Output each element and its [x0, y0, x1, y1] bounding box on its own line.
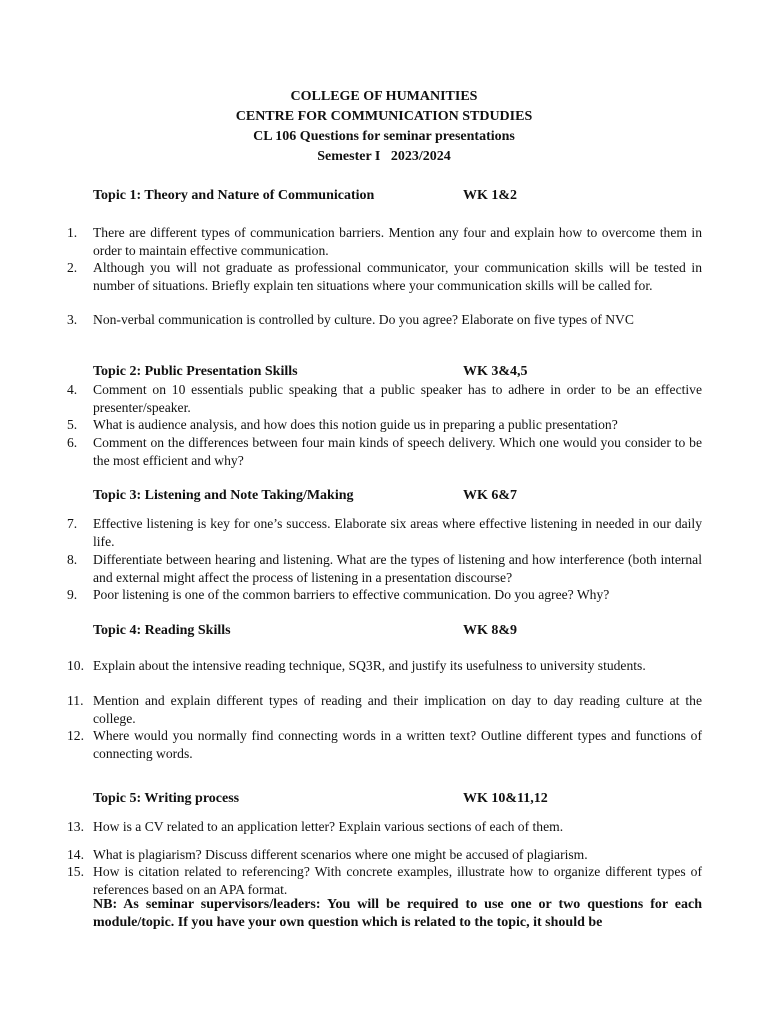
question-15	[67, 863, 702, 898]
topic-week: WK 1&2	[463, 188, 518, 203]
course-title: CL 106 Questions for seminar presentations	[253, 129, 515, 144]
question-number: 11.	[67, 693, 84, 708]
topic-heading-1	[93, 187, 713, 205]
question-text: Comment on the differences between four main kinds of speech delivery. Which one would you consider to be the most efficient and why?	[93, 435, 702, 468]
question-13	[67, 818, 702, 836]
topic-heading-2	[93, 363, 713, 381]
topic-heading-5	[93, 790, 713, 808]
topic-title: Topic 3: Listening and Note Taking/Making	[93, 488, 354, 503]
question-number: 14.	[67, 847, 84, 862]
question-text: Non-verbal communication is controlled by culture. Do you agree? Elaborate on five types of NVC	[93, 312, 634, 327]
question-text: Although you will not graduate as professional communicator, your communication skills will be tested in number of situations. Briefly explain ten situations where your communication skills will be called for.	[93, 260, 702, 293]
question-7	[67, 515, 702, 550]
question-number: 4.	[67, 382, 78, 397]
question-text: There are different types of communication barriers. Mention any four and explain how to overcome them in order to maintain effective communication.	[93, 225, 702, 258]
question-12	[67, 727, 702, 762]
question-number: 13.	[67, 819, 84, 834]
question-9	[67, 586, 702, 604]
question-number: 5.	[67, 417, 78, 432]
question-text: Where would you normally find connecting words in a written text? Outline different types and functions of connecting words.	[93, 728, 702, 761]
question-text: How is a CV related to an application letter? Explain various sections of each of them.	[93, 819, 564, 834]
topic-heading-3	[93, 487, 713, 505]
question-text: Comment on 10 essentials public speaking that a public speaker has to adhere in order to be an effective presenter/speaker.	[93, 382, 702, 415]
topic-week: WK 3&4,5	[463, 364, 528, 379]
question-number: 6.	[67, 435, 78, 450]
question-text: How is citation related to referencing? With concrete examples, illustrate how to organize different types of references based on an APA format.	[93, 864, 702, 897]
question-text: What is audience analysis, and how does this notion guide us in preparing a public presentation?	[93, 417, 618, 432]
question-10	[67, 657, 702, 675]
topic-heading-4	[93, 622, 713, 640]
semester: Semester I 2023/2024	[317, 149, 451, 164]
topic-week: WK 6&7	[463, 488, 518, 503]
question-text: What is plagiarism? Discuss different scenarios where one might be accused of plagiarism.	[93, 847, 588, 862]
question-5	[67, 416, 702, 434]
question-text: Explain about the intensive reading technique, SQ3R, and justify its usefulness to university students.	[93, 658, 646, 673]
college-name: COLLEGE OF HUMANITIES	[290, 89, 478, 104]
topic-title: Topic 2: Public Presentation Skills	[93, 364, 298, 379]
question-number: 8.	[67, 552, 78, 567]
nb-note: NB: As seminar supervisors/leaders: You will be required to use one or two questions for each module/topic. If you have your own question which is related to the topic, it should be	[93, 897, 702, 930]
question-number: 1.	[67, 225, 78, 240]
question-text: Mention and explain different types of reading and their implication on day to day reading culture at the college.	[93, 693, 702, 726]
topic-week: WK 8&9	[463, 623, 518, 638]
question-1	[67, 224, 702, 259]
question-number: 3.	[67, 312, 78, 327]
centre-name: CENTRE FOR COMMUNICATION STDUDIES	[235, 109, 533, 124]
question-3	[67, 311, 702, 329]
question-number: 7.	[67, 516, 78, 531]
question-11	[67, 692, 702, 727]
question-text: Poor listening is one of the common barriers to effective communication. Do you agree? Why?	[93, 587, 610, 602]
question-number: 10.	[67, 658, 84, 673]
question-14	[67, 846, 702, 864]
question-6	[67, 434, 702, 469]
question-number: 12.	[67, 728, 84, 743]
document-header	[0, 87, 768, 167]
question-4	[67, 381, 702, 416]
question-number: 2.	[67, 260, 78, 275]
question-2	[67, 259, 702, 294]
topic-title: Topic 4: Reading Skills	[93, 623, 231, 638]
question-text: Effective listening is key for one’s success. Elaborate six areas where effective listening in needed in our daily life.	[93, 516, 702, 549]
topic-title: Topic 5: Writing process	[93, 791, 240, 806]
question-text: Differentiate between hearing and listening. What are the types of listening and how interference (both internal and external might affect the process of listening in a presentation discourse?	[93, 552, 702, 585]
topic-week: WK 10&11,12	[463, 791, 548, 806]
topic-title: Topic 1: Theory and Nature of Communication	[93, 188, 375, 203]
question-number: 15.	[67, 864, 84, 879]
question-number: 9.	[67, 587, 78, 602]
question-8	[67, 551, 702, 586]
